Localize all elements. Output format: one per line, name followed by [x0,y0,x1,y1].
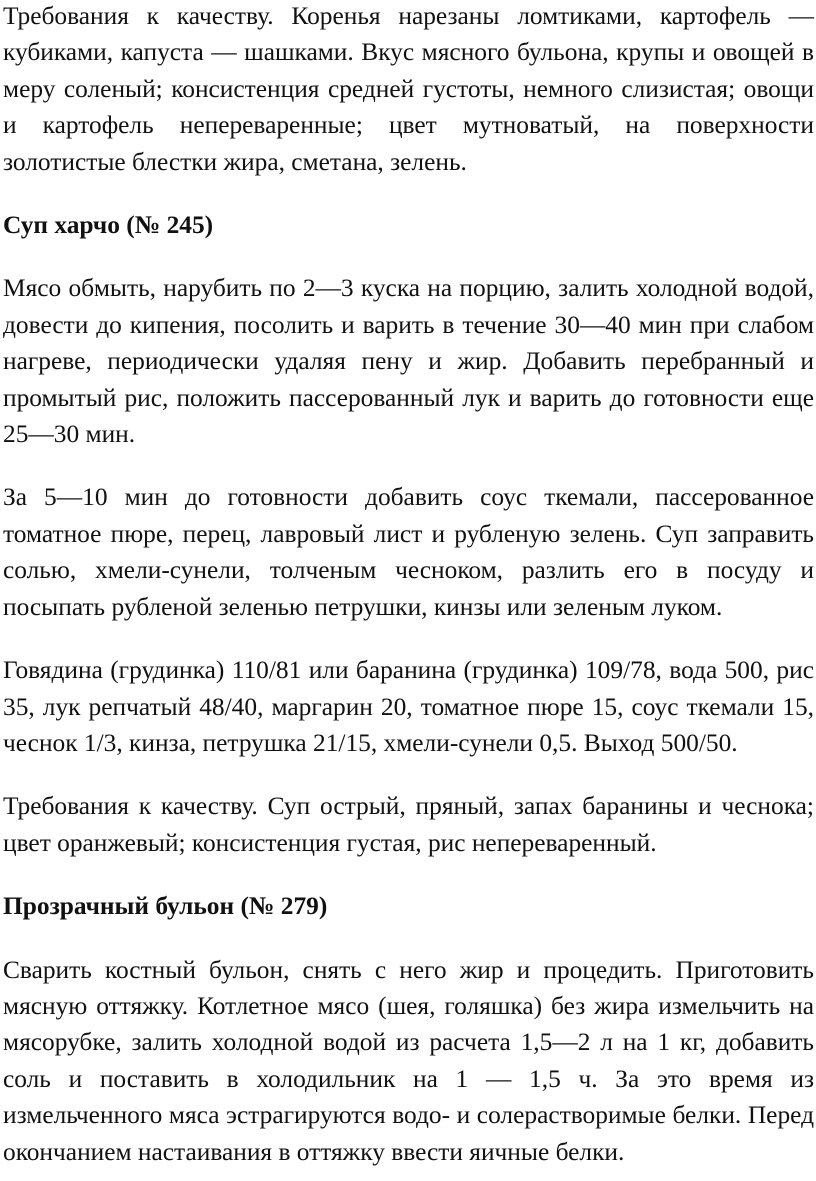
kharcho-step-2-paragraph: За 5—10 мин до готовности добавить соус ткемали, пассерованное томатное пюре, перец, лавровый лист и рубленую зелень. Суп заправить солью, хмели-сунели, толченым чесноком, разлить его в посуду и посыпать рубленой зеленью петрушки, кинзы или зеленым луком. [3,483,814,621]
kharcho-step-1-paragraph: Мясо обмыть, нарубить по 2—3 куска на порцию, залить холодной водой, довести до кипения, посолить и варить в течение 30—40 мин при слабом нагреве, периодически удаляя пену и жир. Добавить перебранный и промытый рис, положить пассерованный лук и варить до готовности еще 25—30 мин. [3,274,814,449]
kharcho-quality-paragraph: Требования к качеству. Суп острый, пряный, запах баранины и чеснока; цвет оранжевый; консистенция густая, рис непереваренный. [3,792,814,857]
quality-requirements-paragraph: Требования к качеству. Коренья нарезаны ломтиками, картофель — кубиками, капуста — шашками. Вкус мясного бульона, крупы и овощей в меру соленый; консистенция средней густоты, немного слизистая; овощи и картофель непереваренные; цвет мутноватый, на поверхности золотистые блестки жира, сметана, зелень. [3,2,814,176]
kharcho-ingredients-paragraph: Говядина (грудинка) 110/81 или баранина (грудинка) 109/78, вода 500, рис 35, лук репчатый 48/40, маргарин 20, томатное пюре 15, соус ткемали 15, чеснок 1/3, кинза, петрушка 21/15, хмели-сунели 0,5. Выход 500/50. [3,656,814,757]
recipe-heading-kharcho: Суп харчо (№ 245) [3,211,214,240]
recipe-heading-clear-broth: Прозрачный бульон (№ 279) [3,892,328,921]
clear-broth-step-paragraph: Сварить костный бульон, снять с него жир и процедить. Приготовить мясную оттяжку. Котлетное мясо (шея, голяшка) без жира измельчить на мясорубке, залить холодной водой из расчета 1,5—2 л на 1 кг, добавить соль и поставить в холодильник на 1 — 1,5 ч. За это время из измельченного мяса эстрагируются водо- и солерастворимые белки. Перед окончанием настаивания в оттяжку ввести яичные белки. [3,955,814,1166]
